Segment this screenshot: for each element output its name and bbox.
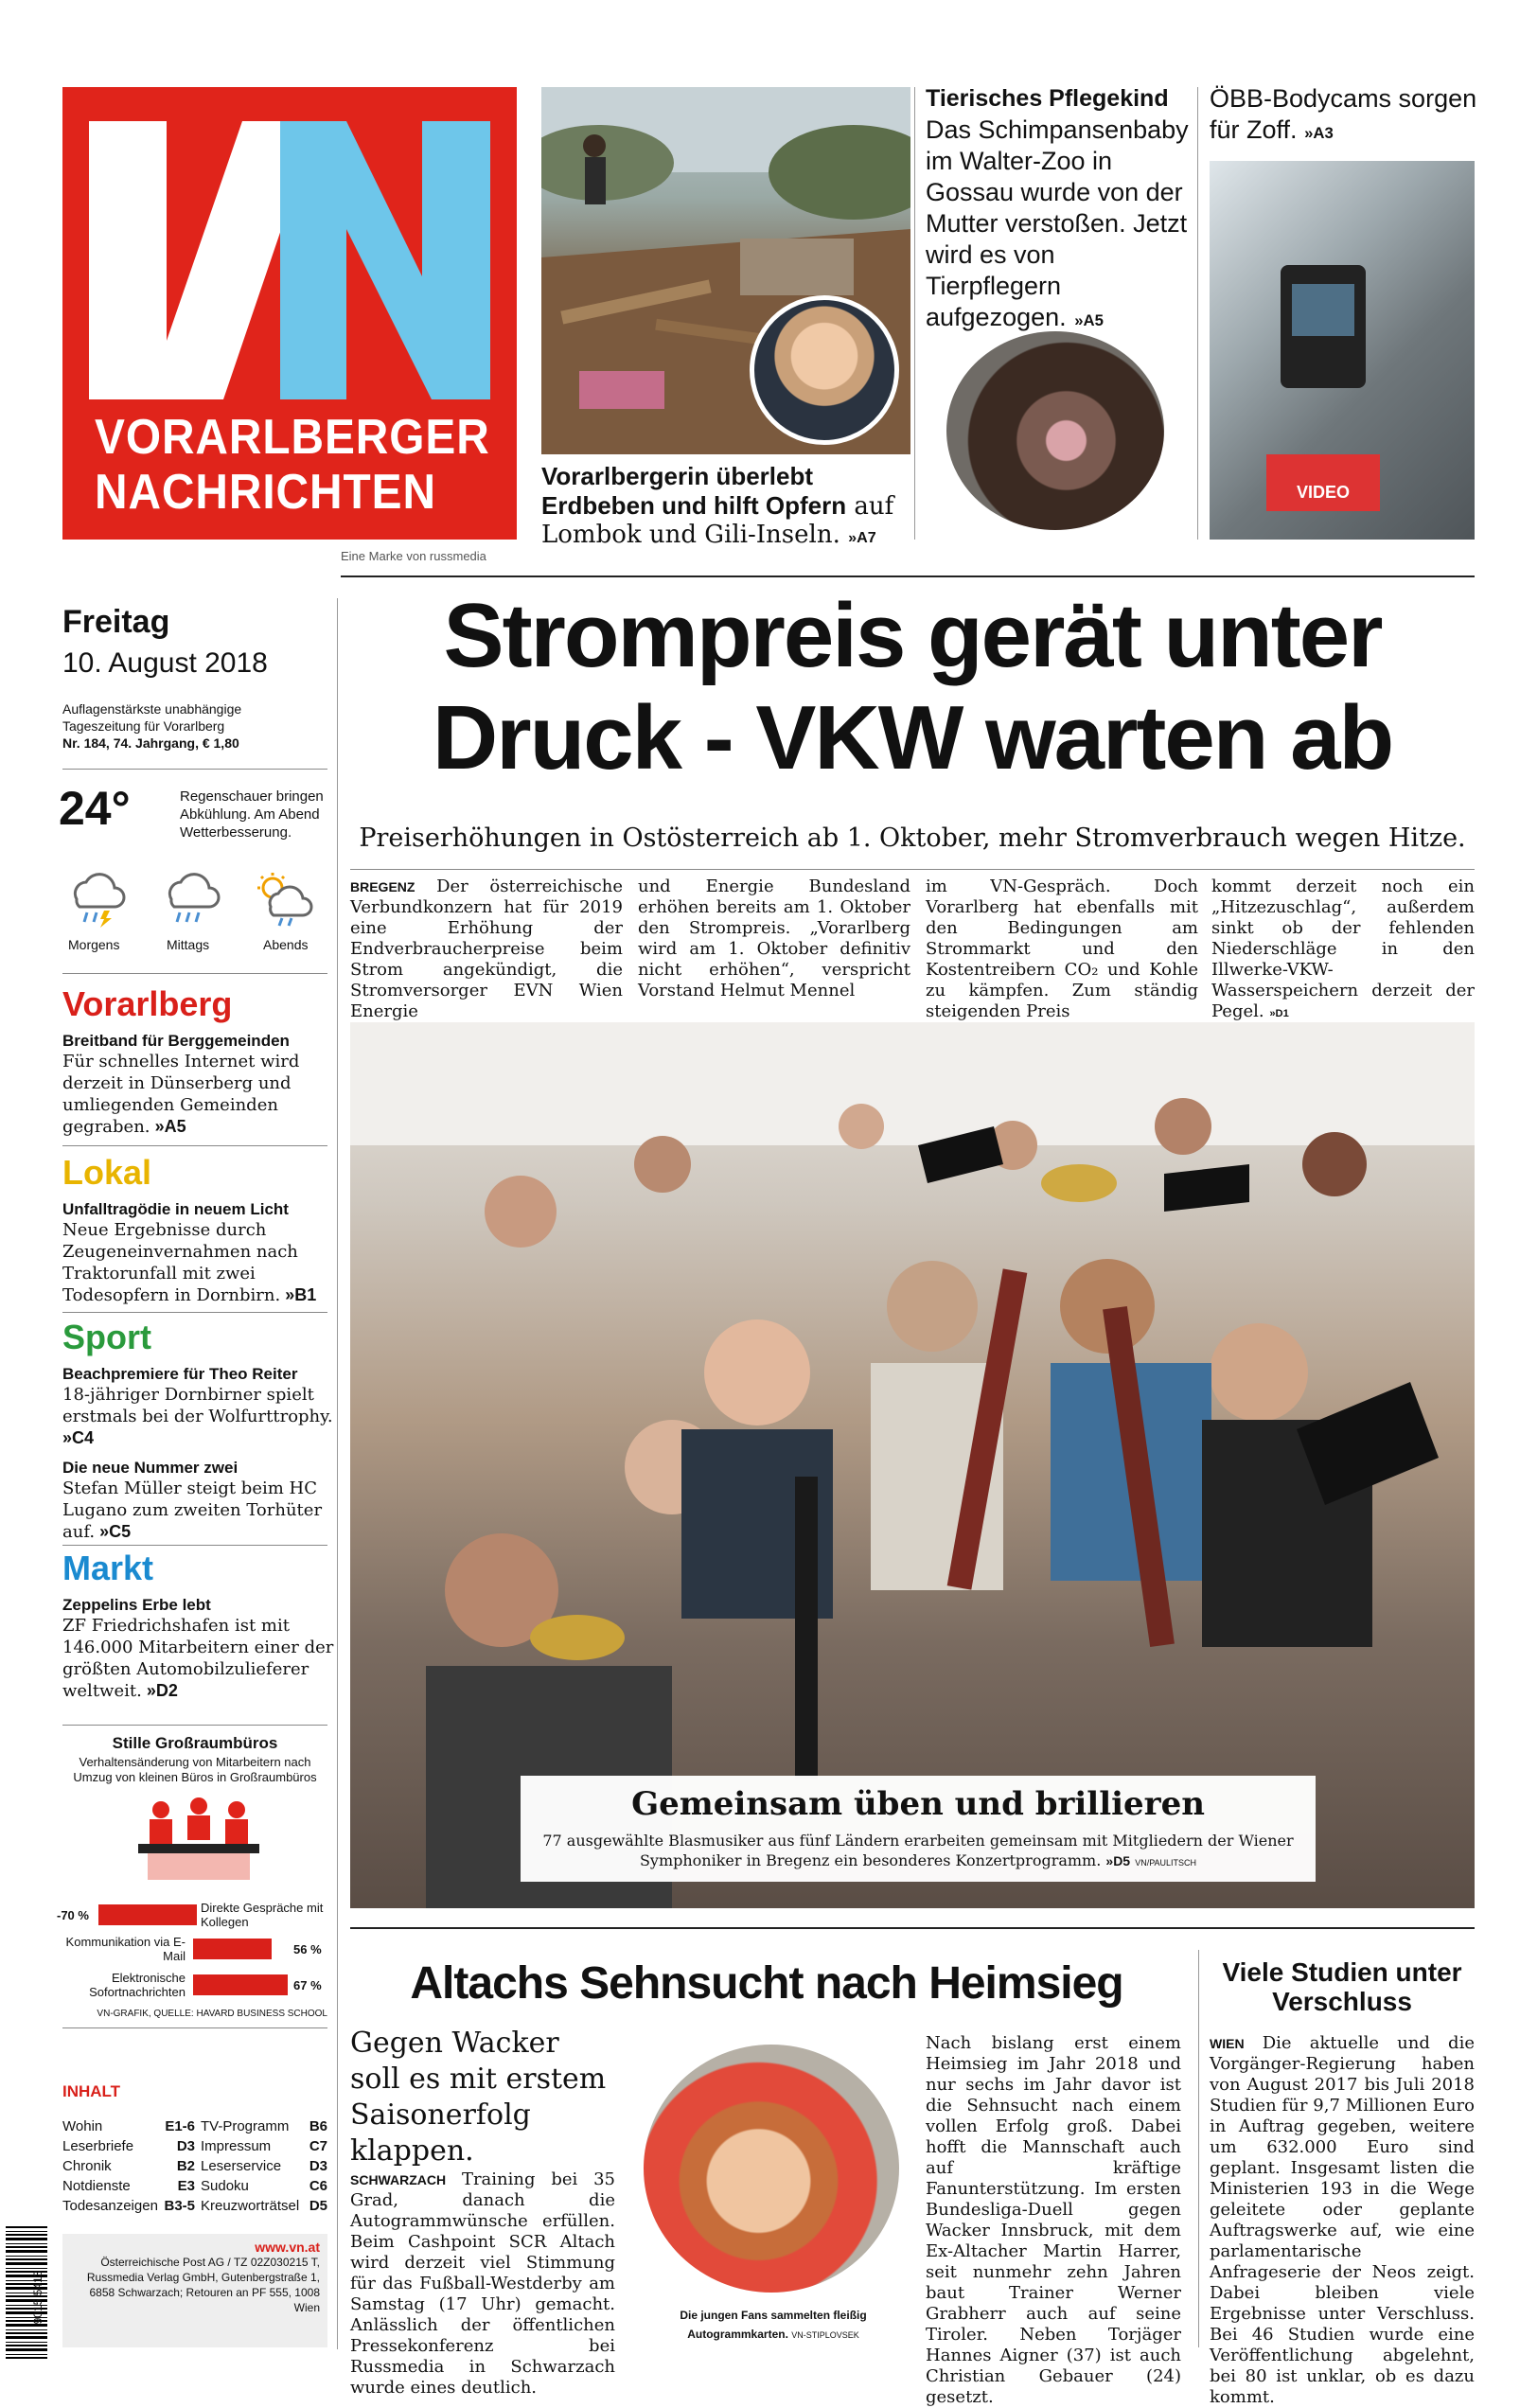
section-markt[interactable] xyxy=(62,1549,337,1702)
teaser-earthquake[interactable] xyxy=(541,462,915,552)
infographic-source: VN-GRAFIK, QUELLE: HAVARD BUSINESS SCHOOL xyxy=(97,2009,327,2019)
footer-line-1: Österreichische Post AG / TZ 02Z030215 T, xyxy=(100,2256,320,2269)
weather-label-noon: Mittags xyxy=(167,937,210,952)
inhalt-label: Chronik xyxy=(62,2158,112,2174)
sidebar-divider xyxy=(337,598,338,2349)
studien-headline[interactable]: Viele Studien unter Verschluss xyxy=(1222,1957,1462,2016)
section-vorarlberg[interactable] xyxy=(62,984,337,1138)
bar-2-label: Kommunikation via E-Mail xyxy=(65,1935,186,1963)
divider xyxy=(914,87,915,540)
temperature: 24° xyxy=(59,782,131,835)
inhalt-page: C6 xyxy=(309,2178,327,2194)
teaser-bodycam-ref: »A3 xyxy=(1304,124,1334,142)
date: 10. August 2018 xyxy=(62,647,268,679)
section-vorarlberg-head: Vorarlberg xyxy=(62,984,233,1023)
section-sport-text-2: Stefan Müller steigt beim HC Lugano zum zweiten Torhüter auf. xyxy=(62,1478,323,1542)
chimp-photo xyxy=(946,331,1164,530)
tagline-2: Tageszeitung für Vorarlberg xyxy=(62,718,225,734)
section-lokal[interactable] xyxy=(62,1153,337,1306)
teaser-bodycam[interactable] xyxy=(1210,83,1493,149)
section-sport-ref-2: »C5 xyxy=(99,1522,132,1541)
lead-subhead: Preiserhöhungen in Ostösterreich ab 1. Oktober, mehr Stromverbrauch wegen Hitze. xyxy=(359,823,1466,853)
photo-caption-text xyxy=(521,1831,1316,1873)
inhalt-label: Notdienste xyxy=(62,2178,131,2194)
divider xyxy=(62,1545,327,1546)
inhalt-page: E3 xyxy=(177,2178,195,2194)
lead-headline-1: Strompreis gerät unter xyxy=(443,585,1382,686)
inhalt-label: Leserservice xyxy=(201,2158,282,2174)
inhalt-page: C7 xyxy=(309,2138,327,2154)
studien-location: WIEN xyxy=(1210,2036,1245,2051)
divider xyxy=(62,1725,327,1726)
infographic-subtitle: Verhaltensänderung von Mitarbeitern nach Umzug von kleinen Büros in Großraumbüros xyxy=(73,1755,317,1784)
altach-col-1-text: Training bei 35 Grad, danach die Autogrammwünsche erfüllen. Beim Cashpoint SCR Altach wird derzeit viel Stimmung für das Fußball-Westderby am Samstag (17 Uhr) gemacht. Anlässlich der öffentlichen Pressekonferenz bei Russmedia in Schwarzach wurde eines deutlich. xyxy=(350,2169,615,2398)
teaser-earthquake-title: Vorarlbergerin überlebt Erdbeben und hilft Opfern xyxy=(541,462,847,520)
earthquake-photo xyxy=(541,87,910,454)
weather-label-morning: Morgens xyxy=(68,937,120,952)
video-badge: VIDEO xyxy=(1266,454,1380,511)
inhalt-row[interactable] xyxy=(201,2156,327,2176)
lead-col-1-text: Der österreichische Verbundkonzern hat für 2019 eine Erhöhung der Endverbraucherpreise beim Strom angekündigt, die Stromversorger EVN Wien Energie xyxy=(350,876,623,1021)
tagline-1: Auflagenstärkste unabhängige xyxy=(62,701,242,717)
bar-2-value: 56 % xyxy=(293,1942,322,1956)
brand-mark: Eine Marke von russmedia xyxy=(341,549,486,563)
section-sport[interactable] xyxy=(62,1318,337,1543)
inhalt-page: B6 xyxy=(309,2118,327,2134)
altach-location: SCHWARZACH xyxy=(350,2172,447,2187)
divider xyxy=(62,973,327,974)
divider xyxy=(62,2027,327,2028)
bar-3-label: Elektronische Sofortnachrichten xyxy=(89,1971,186,1999)
section-vorarlberg-title: Breitband für Berggemeinden xyxy=(62,1032,290,1050)
tagline xyxy=(62,700,241,752)
bar-1-label: Direkte Gespräche mit Kollegen xyxy=(201,1901,324,1929)
photo-caption-box xyxy=(521,1776,1316,1882)
inhalt-page: D3 xyxy=(176,2138,195,2154)
inhalt-label: Leserbriefe xyxy=(62,2138,134,2154)
teaser-chimp-ref: »A5 xyxy=(1074,311,1104,329)
inhalt-label: Wohin xyxy=(62,2118,103,2134)
lead-col-4-text: kommt derzeit noch ein „Hitzezuschlag“, außerdem sinkt ob der fehlenden Niederschläge in den Illwerke-VKW-Wasserspeichern derzeit der Pegel. xyxy=(1211,876,1475,1021)
inhalt-col-2 xyxy=(201,2116,327,2216)
divider xyxy=(62,1312,327,1313)
inhalt-label: Impressum xyxy=(201,2138,272,2154)
bar-3 xyxy=(193,1974,288,1995)
inhalt-row[interactable] xyxy=(201,2136,327,2156)
section-lokal-ref: »B1 xyxy=(285,1285,317,1304)
lead-col-2: und Energie Bundesland erhöhen bereits am 1. Oktober den Strompreis. „Vorarlberg wird am 1. Oktober definitiv nicht erhöhen“, verspricht Vorstand Helmut Mennel xyxy=(638,876,910,1000)
inhalt-col-1 xyxy=(62,2116,195,2216)
inhalt-label: Todesanzeigen xyxy=(62,2198,158,2214)
weather-label-evening: Abends xyxy=(263,937,309,952)
teaser-earthquake-ref: »A7 xyxy=(848,529,876,546)
inhalt-row[interactable] xyxy=(201,2196,327,2216)
lead-col-3: im VN-Gespräch. Doch Vorarlberg hat ebenfalls mit den Bedingungen am Strommarkt und den Kostentreibern CO₂ und Kohle zu kämpfen. Zum ständig steigenden Preis xyxy=(926,876,1198,1021)
section-sport-title: Beachpremiere für Theo Reiter xyxy=(62,1365,298,1383)
section-markt-ref: »D2 xyxy=(146,1681,178,1700)
orchestra-photo xyxy=(350,1022,1475,1908)
weekday: Freitag xyxy=(62,604,170,640)
woman-portrait-inset xyxy=(750,295,899,445)
issue-info: Nr. 184, 74. Jahrgang, € 1,80 xyxy=(62,735,239,751)
photo-caption-title: Gemeinsam üben und brillieren xyxy=(631,1785,1205,1823)
infographic-title: Stille Großraumbüros xyxy=(112,1734,278,1752)
footer-line-3: 6858 Schwarzach; Retouren an PF 555, 1008 Wien xyxy=(89,2286,320,2314)
section-vorarlberg-ref: »A5 xyxy=(154,1117,186,1136)
inhalt-label: TV-Programm xyxy=(201,2118,290,2134)
section-markt-text: ZF Friedrichshafen ist mit 146.000 Mitarbeitern einer der größten Automobilzulieferer weltweit. xyxy=(62,1616,334,1701)
inhalt-page: D5 xyxy=(309,2198,327,2214)
sun-cloud-rain-icon xyxy=(252,871,318,928)
lead-col-1 xyxy=(350,876,623,1022)
lead-location: BREGENZ xyxy=(350,879,415,894)
section-sport-title-2: Die neue Nummer zwei xyxy=(62,1459,239,1477)
inhalt-row[interactable] xyxy=(62,2136,195,2156)
inhalt-row[interactable] xyxy=(201,2116,327,2136)
altach-headline[interactable]: Altachs Sehnsucht nach Heimsieg xyxy=(410,1958,1123,2009)
section-lokal-head: Lokal xyxy=(62,1153,152,1192)
brand-line-2: NACHRICHTEN xyxy=(95,465,436,520)
photo-caption-line-2: Symphoniker in Bregenz ein besonderes Konzertprogramm. xyxy=(639,1851,1102,1869)
inhalt-row[interactable] xyxy=(62,2156,195,2176)
altach-photo-caption xyxy=(636,2306,910,2345)
inhalt-page: B2 xyxy=(176,2158,195,2174)
altach-photo-caption-text: Die jungen Fans sammelten fleißig Autogrammkarten. xyxy=(680,2309,867,2341)
bodycam-screen xyxy=(1292,284,1354,336)
footer-line-2: Russmedia Verlag GmbH, Gutenbergstraße 1, xyxy=(86,2271,320,2284)
weather-desc: Regenschauer bringen Abkühlung. Am Abend Wetterbesserung. xyxy=(180,788,324,841)
teaser-bodycam-text: ÖBB-Bodycams sorgen für Zoff. xyxy=(1210,84,1477,144)
website-link[interactable]: www.vn.at xyxy=(255,2240,320,2255)
section-lokal-text: Neue Ergebnisse durch Zeugeneinvernahmen nach Traktorunfall mit zwei Todesopfern in Dornbirn. xyxy=(62,1220,298,1305)
altach-photo-credit: VN-STIPLOVSEK xyxy=(791,2330,859,2340)
inhalt-page: D3 xyxy=(309,2158,327,2174)
rain-cloud-icon xyxy=(62,871,129,928)
bodycam-photo xyxy=(1210,161,1475,540)
lead-col-4 xyxy=(1211,876,1475,1024)
altach-col-2: Nach bislang erst einem Heimsieg im Jahr 2018 und nur sechs im Jahr davor ist die Sehnsucht nach einem vollen Erfolg groß. Dabei hofft die Mannschaft auch auf kräftige Fanunterstützung. Im ersten Bundesliga-Duell gegen Wacker Innsbruck, mit dem Ex-Altacher Martin Harrer, seit nunmehr zehn Jahren baut Trainer Werner Grabherr auch auf seine Tiroler. Neben Torjäger Hannes Aigner (37) ist auch Christian Gebauer (24) gesetzt. xyxy=(926,2033,1181,2407)
section-markt-head: Markt xyxy=(62,1549,154,1587)
bar-1-value: -70 % xyxy=(57,1908,89,1922)
divider xyxy=(1197,87,1198,540)
divider xyxy=(350,869,1475,870)
inhalt-row[interactable] xyxy=(62,2196,195,2216)
section-sport-text: 18-jähriger Dornbirner spielt erstmals bei der Wolfurttrophy. xyxy=(62,1385,333,1426)
section-markt-title: Zeppelins Erbe lebt xyxy=(62,1596,211,1614)
photo-credit: VN/PAULITSCH xyxy=(1135,1858,1197,1868)
divider xyxy=(1198,1950,1199,2347)
masthead-rule xyxy=(341,575,1475,577)
vn-logo[interactable] xyxy=(62,87,517,540)
photo-caption-line-1: 77 ausgewählte Blasmusiker aus fünf Ländern erarbeiten gemeinsam mit Mitgliedern der Wiener xyxy=(542,1832,1294,1850)
inhalt-page: E1-6 xyxy=(165,2118,195,2134)
bar-3-value: 67 % xyxy=(293,1978,322,1992)
photo-caption-ref: »D5 xyxy=(1105,1853,1131,1868)
inhalt-label: Kreuzworträtsel xyxy=(201,2198,300,2214)
lead-ref: »D1 xyxy=(1269,1008,1289,1019)
inhalt-head: INHALT xyxy=(62,2082,121,2100)
barcode-number: 9015 5413 xyxy=(31,2270,44,2325)
bar-2 xyxy=(193,1939,272,1959)
studien-text xyxy=(1210,2033,1475,2408)
teaser-earthquake-text: auf Lombok und Gili-Inseln. xyxy=(541,492,894,549)
bar-1 xyxy=(98,1904,197,1925)
teaser-chimp[interactable] xyxy=(926,83,1191,336)
office-people-icon xyxy=(133,1795,265,1885)
teaser-chimp-text: Das Schimpansenbaby im Walter-Zoo in Gossau wurde von der Mutter verstoßen. Jetzt wird es von Tierpflegern aufgezogen. xyxy=(926,115,1189,331)
altach-deck: Gegen Wacker soll es mit erstem Saisonerfolg klappen. xyxy=(350,2027,607,2168)
inhalt-row[interactable] xyxy=(201,2176,327,2196)
inhalt-label: Sudoku xyxy=(201,2178,249,2194)
section-vorarlberg-text: Für schnelles Internet wird derzeit in Dünserberg und umliegenden Gemeinden gegraben. xyxy=(62,1052,300,1137)
section-sport-ref: »C4 xyxy=(62,1428,95,1447)
footer-box xyxy=(62,2234,327,2347)
altach-col-1 xyxy=(350,2169,615,2399)
divider xyxy=(62,1145,327,1146)
young-fan-photo xyxy=(644,2045,899,2293)
inhalt-page: B3-5 xyxy=(164,2198,195,2214)
divider xyxy=(350,1927,1475,1929)
section-sport-head: Sport xyxy=(62,1318,151,1356)
divider xyxy=(62,769,327,770)
studien-text-body: Die aktuelle und die Vorgänger-Regierung haben von August 2017 bis Juli 2018 Studien für 9,7 Millionen Euro in Auftrag gegeben, weitere um 632.000 Euro sind geplant. Insgesamt listen die Ministerien 193 in die Wege geleitete oder geplante Auftragswerke auf, wie eine parlamentarische Anfrageserie der Neos zeigt. Dabei bleiben viele Ergebnisse unter Verschluss. Bei 46 Studien wurde eine Veröffentlichung abgelehnt, bei 80 ist unklar, ob es dazu kommt. xyxy=(1210,2033,1475,2407)
rain-cloud-icon xyxy=(157,871,223,928)
brand-line-1: VORARLBERGER xyxy=(95,410,490,465)
teaser-chimp-title: Tierisches Pflegekind xyxy=(926,85,1169,112)
inhalt-row[interactable] xyxy=(62,2176,195,2196)
lead-headline-2: Druck - VKW warten ab xyxy=(432,687,1393,788)
section-lokal-title: Unfalltragödie in neuem Licht xyxy=(62,1200,289,1218)
inhalt-row[interactable] xyxy=(62,2116,195,2136)
lead-headline[interactable] xyxy=(350,585,1475,789)
